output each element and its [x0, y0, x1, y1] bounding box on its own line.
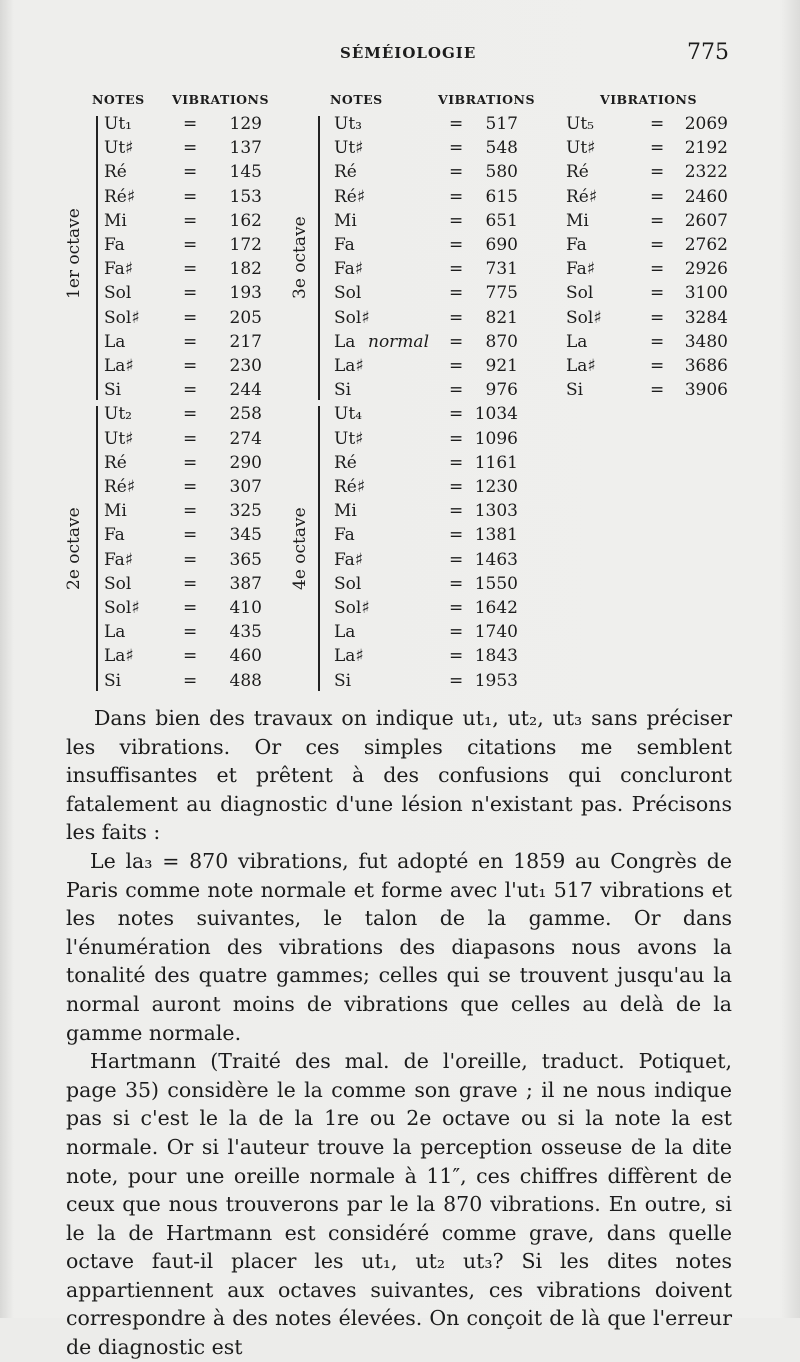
note-name: Sol♯: [104, 307, 140, 328]
table-row: [0, 354, 800, 378]
note-name: Mi: [104, 210, 127, 231]
note-name: Ut₄: [334, 404, 362, 425]
vibration-value: 365: [229, 549, 262, 570]
table-row: [0, 402, 800, 426]
note-name: Fa♯: [104, 259, 134, 280]
vibration-value: 921: [485, 356, 518, 376]
vibration-value: 2762: [684, 235, 728, 255]
equals-sign: =: [183, 331, 198, 352]
vibration-value: 217: [229, 331, 262, 352]
equals-sign: =: [449, 646, 464, 667]
note-name: Ré: [104, 162, 127, 183]
table-row: [0, 306, 800, 330]
vibration-value: 3686: [684, 356, 728, 376]
note-name: Ut♯: [104, 428, 134, 449]
note-name: Fa: [334, 525, 355, 546]
vibration-value: 153: [229, 186, 262, 207]
table-row: [0, 644, 800, 668]
vibration-value: 821: [485, 307, 518, 328]
vibration-value: 488: [229, 670, 262, 691]
note-name: Mi: [334, 501, 357, 522]
table-row: [0, 378, 800, 402]
paragraph-1: Dans bien des travaux on indique ut₁, ut₂, ut₃ sans préciser les vibrations. Or ces simples citations me semblent insuffisantes et prêtent à des confusions qui concluront fatalement au diagnostic d'une lésion n'existant pas. Précisons les faits :: [66, 706, 732, 845]
note-name: Mi: [334, 210, 357, 231]
equals-sign: =: [449, 622, 464, 643]
equals-sign: =: [183, 573, 198, 594]
vibration-value: 3284: [684, 307, 728, 328]
vibration-value: 1740: [474, 622, 518, 643]
table-row: [0, 427, 800, 451]
note-name: La♯: [104, 356, 134, 376]
equals-sign: =: [183, 235, 198, 255]
equals-sign: =: [183, 210, 198, 231]
equals-sign: =: [183, 162, 198, 183]
equals-sign: =: [449, 307, 464, 328]
note-name: Ré♯: [566, 186, 598, 207]
equals-sign: =: [650, 283, 665, 304]
vibration-value: 1096: [474, 428, 518, 449]
vibration-value: 435: [229, 622, 262, 643]
vibration-value: 3906: [684, 380, 728, 401]
vibration-value: 244: [229, 380, 262, 401]
vibration-value: 1463: [474, 549, 518, 570]
octave-label: 1er octave: [64, 208, 84, 300]
table-row: [0, 185, 800, 209]
equals-sign: =: [449, 404, 464, 425]
equals-sign: =: [449, 670, 464, 691]
note-name: La♯: [566, 356, 596, 376]
vibration-value: 410: [229, 598, 262, 618]
note-name: Fa♯: [104, 549, 134, 570]
table-row: [0, 112, 800, 136]
column-header-notes-2: NOTES: [330, 92, 383, 107]
note-name: Fa: [104, 525, 125, 546]
equals-sign: =: [449, 428, 464, 449]
equals-sign: =: [449, 186, 464, 207]
note-name: Sol♯: [334, 598, 370, 618]
note-name: Ré♯: [334, 477, 366, 497]
column-header-vibrations-2: VIBRATIONS: [438, 92, 536, 107]
note-name: Sol♯: [566, 307, 602, 328]
equals-sign: =: [650, 162, 665, 183]
table-row: [0, 548, 800, 572]
note-name: Sol: [104, 573, 132, 594]
table-row: [0, 620, 800, 644]
vibration-value: 870: [485, 331, 518, 352]
equals-sign: =: [183, 622, 198, 643]
column-header-notes-1: NOTES: [92, 92, 145, 107]
equals-sign: =: [183, 525, 198, 546]
note-name: Sol♯: [334, 307, 370, 328]
note-name: Ré: [566, 162, 589, 183]
equals-sign: =: [183, 452, 198, 473]
vibration-table: [0, 112, 800, 692]
equals-sign: =: [183, 138, 198, 159]
note-name: Ut₃: [334, 114, 362, 134]
note-name: Fa♯: [566, 259, 596, 280]
equals-sign: =: [183, 501, 198, 522]
note-name: Si: [566, 380, 584, 401]
equals-sign: =: [183, 428, 198, 449]
note-name: Fa: [566, 235, 587, 255]
note-name: Mi: [104, 501, 127, 522]
vibration-value: 1381: [474, 525, 518, 546]
note-name: La: [104, 622, 126, 643]
vibration-value: 387: [229, 573, 262, 594]
equals-sign: =: [449, 259, 464, 280]
octave-label: 2e octave: [64, 506, 84, 590]
equals-sign: =: [183, 646, 198, 667]
equals-sign: =: [449, 331, 464, 352]
vibration-value: 775: [485, 283, 518, 304]
note-name: Si: [334, 670, 352, 691]
note-name: Ré: [104, 452, 127, 473]
equals-sign: =: [650, 307, 665, 328]
equals-sign: =: [650, 331, 665, 352]
vibration-value: 460: [229, 646, 262, 667]
note-name: Ut♯: [334, 138, 364, 159]
running-title: SÉMÉIOLOGIE: [340, 44, 477, 62]
note-name: La: [334, 622, 356, 643]
vibration-value: 615: [485, 186, 518, 207]
equals-sign: =: [449, 501, 464, 522]
vibration-value: 145: [229, 162, 262, 183]
table-row: [0, 523, 800, 547]
note-name: Ut♯: [334, 428, 364, 449]
vibration-value: 2322: [684, 162, 728, 183]
table-row: [0, 572, 800, 596]
vibration-value: 274: [229, 428, 262, 449]
equals-sign: =: [449, 477, 464, 497]
note-name: La: [334, 331, 356, 352]
vibration-value: 731: [485, 259, 518, 280]
note-name: La♯: [104, 646, 134, 667]
vibration-value: 517: [485, 114, 518, 134]
note-name: Ré♯: [334, 186, 366, 207]
equals-sign: =: [183, 670, 198, 691]
equals-sign: =: [183, 477, 198, 497]
note-name: Ré♯: [104, 186, 136, 207]
column-header-vibrations-3: VIBRATIONS: [600, 92, 698, 107]
note-name: Ut♯: [566, 138, 596, 159]
note-name: La♯: [334, 646, 364, 667]
vibration-value: 345: [229, 525, 262, 546]
note-name: Ré: [334, 452, 357, 473]
vibration-value: 307: [229, 477, 262, 497]
vibration-value: 2607: [684, 210, 728, 231]
column-header-vibrations-1: VIBRATIONS: [172, 92, 270, 107]
vibration-value: 1303: [474, 501, 518, 522]
vibration-value: 1034: [474, 404, 518, 425]
equals-sign: =: [183, 283, 198, 304]
table-row: [0, 330, 800, 354]
vibration-value: 548: [485, 138, 518, 159]
vibration-value: 1953: [474, 670, 518, 691]
vibration-value: 1161: [474, 452, 518, 473]
vibration-value: 2069: [684, 114, 728, 134]
equals-sign: =: [449, 283, 464, 304]
equals-sign: =: [449, 138, 464, 159]
note-name: La♯: [334, 356, 364, 376]
vibration-value: 1843: [474, 646, 518, 667]
table-row: [0, 160, 800, 184]
vibration-value: 325: [229, 501, 262, 522]
equals-sign: =: [183, 404, 198, 425]
note-name: Ré: [334, 162, 357, 183]
vibration-value: 1550: [474, 573, 518, 594]
vibration-value: 182: [229, 259, 262, 280]
vibration-value: 258: [229, 404, 262, 425]
paragraph-3: Hartmann (Traité des mal. de l'oreille, traduct. Potiquet, page 35) considère le la comme son grave ; il ne nous indique pas si c'est le la de la 1re ou 2e octave ou si la note la est normale. Or si l'auteur trouve la perception osseuse de la dite note, pour une oreille normale à 11″, ces chiffres diffèrent de ceux que nous trouverons par le la 870 vibrations. En outre, si le la de Hartmann est considéré comme grave, dans quelle octave faut-il placer les ut₁, ut₂ ut₃? Si les dites notes appartiennent aux octaves suivantes, ces vibrations doivent correspondre à des notes élevées. On conçoit de là que l'erreur de diagnostic est: [66, 1049, 732, 1360]
equals-sign: =: [183, 598, 198, 618]
vibration-value: 230: [229, 356, 262, 376]
equals-sign: =: [650, 259, 665, 280]
equals-sign: =: [183, 307, 198, 328]
equals-sign: =: [449, 356, 464, 376]
vibration-value: 651: [485, 210, 518, 231]
vibration-value: 162: [229, 210, 262, 231]
octave-label: 3e octave: [290, 216, 310, 300]
vibration-value: 2460: [684, 186, 728, 207]
equals-sign: =: [449, 452, 464, 473]
note-name: Ut₁: [104, 114, 132, 134]
note-name: La: [566, 331, 588, 352]
equals-sign: =: [449, 549, 464, 570]
vibration-value: 172: [229, 235, 262, 255]
note-name: Si: [334, 380, 352, 401]
equals-sign: =: [183, 186, 198, 207]
equals-sign: =: [650, 186, 665, 207]
equals-sign: =: [650, 210, 665, 231]
note-name: Fa♯: [334, 549, 364, 570]
note-name: Sol♯: [104, 598, 140, 618]
vibration-value: 193: [229, 283, 262, 304]
table-row: [0, 451, 800, 475]
note-name: Sol: [334, 573, 362, 594]
vibration-value: 976: [485, 380, 518, 401]
table-row: [0, 499, 800, 523]
note-name: Mi: [566, 210, 589, 231]
equals-sign: =: [449, 598, 464, 618]
equals-sign: =: [183, 259, 198, 280]
vibration-value: 1230: [474, 477, 518, 497]
note-name: Ut₅: [566, 114, 594, 134]
equals-sign: =: [650, 380, 665, 401]
note-name: Sol: [334, 283, 362, 304]
vibration-value: 1642: [474, 598, 518, 618]
vibration-value: 205: [229, 307, 262, 328]
running-head: [0, 40, 800, 70]
equals-sign: =: [183, 114, 198, 134]
note-name: Fa♯: [334, 259, 364, 280]
note-name: Sol: [566, 283, 594, 304]
equals-sign: =: [183, 356, 198, 376]
note-name: Fa: [104, 235, 125, 255]
equals-sign: =: [449, 380, 464, 401]
vibration-value: 2192: [684, 138, 728, 159]
table-row: [0, 475, 800, 499]
vibration-value: 690: [485, 235, 518, 255]
vibration-value: 2926: [684, 259, 728, 280]
equals-sign: =: [650, 356, 665, 376]
table-row: [0, 209, 800, 233]
table-row: [0, 281, 800, 305]
equals-sign: =: [449, 114, 464, 134]
equals-sign: =: [449, 235, 464, 255]
page-number: 775: [687, 40, 729, 65]
note-name: Sol: [104, 283, 132, 304]
table-row: [0, 257, 800, 281]
note-name: Ré♯: [104, 477, 136, 497]
vibration-value: 129: [229, 114, 262, 134]
equals-sign: =: [449, 525, 464, 546]
vibration-value: 137: [229, 138, 262, 159]
table-row: [0, 136, 800, 160]
note-name: La: [104, 331, 126, 352]
equals-sign: =: [183, 380, 198, 401]
paragraph-2: Le la₃ = 870 vibrations, fut adopté en 1859 au Congrès de Paris comme note normale et forme avec l'ut₁ 517 vibrations et les notes suivantes, le talon de la gamme. Or dans l'énumération des vibrations des diapasons nous avons la tonalité des quatre gammes; celles qui se trouvent jusqu'au la normal auront moins de vibrations que celles au delà de la gamme normale.: [66, 848, 732, 1045]
body-text: [66, 704, 732, 1362]
vibration-value: 3100: [684, 283, 728, 304]
vibration-value: 580: [485, 162, 518, 183]
table-row: [0, 233, 800, 257]
equals-sign: =: [650, 114, 665, 134]
equals-sign: =: [650, 235, 665, 255]
octave-label: 4e octave: [290, 506, 310, 590]
note-name: Ut₂: [104, 404, 132, 425]
equals-sign: =: [449, 162, 464, 183]
table-row: [0, 669, 800, 693]
note-name: Ut♯: [104, 138, 134, 159]
vibration-value: 3480: [684, 331, 728, 352]
note-name: Si: [104, 670, 122, 691]
table-row: [0, 596, 800, 620]
equals-sign: =: [650, 138, 665, 159]
vibration-value: 290: [229, 452, 262, 473]
equals-sign: =: [449, 210, 464, 231]
equals-sign: =: [183, 549, 198, 570]
equals-sign: =: [449, 573, 464, 594]
note-name: Fa: [334, 235, 355, 255]
note-suffix: normal: [368, 331, 430, 352]
note-name: Si: [104, 380, 122, 401]
